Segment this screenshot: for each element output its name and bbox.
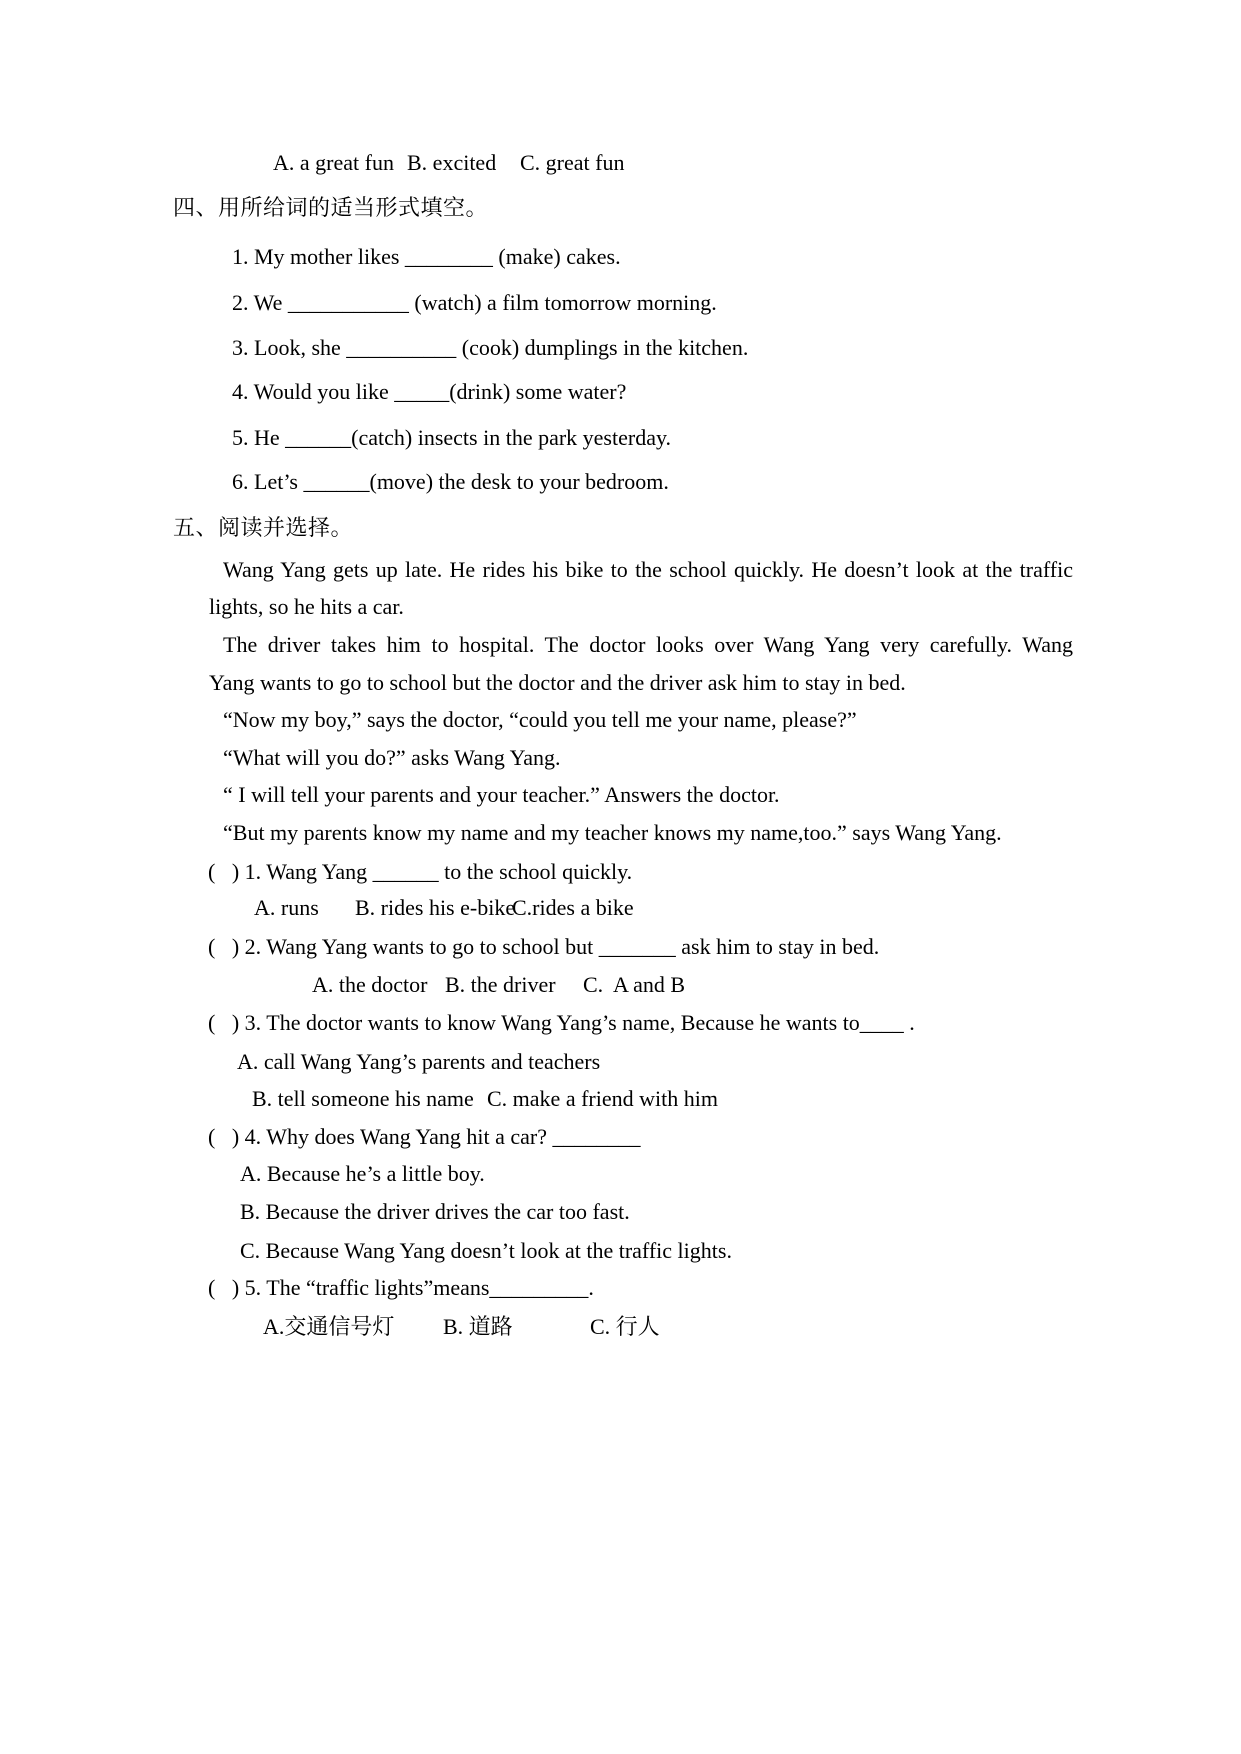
question-5-option-c: C. 行人	[590, 1314, 660, 1339]
question-3-option-b: B. tell someone his name	[252, 1086, 474, 1111]
fill-blank-item-6: 6. Let’s ______(move) the desk to your bedroom.	[232, 469, 669, 494]
question-4-option-a: A. Because he’s a little boy.	[240, 1161, 485, 1186]
passage-line: “ I will tell your parents and your teacher.” Answers the doctor.	[223, 782, 780, 807]
question-3-option-a: A. call Wang Yang’s parents and teachers	[237, 1049, 601, 1074]
question-1-stem: ( ) 1. Wang Yang ______ to the school quickly.	[208, 859, 633, 884]
prev-option-b: B. excited	[407, 150, 497, 175]
passage-line: Yang wants to go to school but the doctor and the driver ask him to stay in bed.	[209, 670, 906, 695]
question-1-option-a: A. runs	[254, 895, 319, 920]
question-2-option-a: A. the doctor	[312, 972, 428, 997]
passage-line: Wang Yang gets up late. He rides his bike to the school quickly. He doesn’t look at the traffic	[223, 557, 1073, 582]
prev-option-a: A. a great fun	[273, 150, 394, 175]
passage-line: The driver takes him to hospital. The doctor looks over Wang Yang very carefully. Wang	[223, 632, 1073, 657]
question-1-option-c: C.rides a bike	[512, 895, 634, 920]
fill-blank-item-4: 4. Would you like _____(drink) some water?	[232, 379, 627, 404]
question-5-stem: ( ) 5. The “traffic lights”means_________.	[208, 1275, 594, 1300]
fill-blank-item-3: 3. Look, she __________ (cook) dumplings in the kitchen.	[232, 335, 749, 360]
question-4-stem: ( ) 4. Why does Wang Yang hit a car? ________	[208, 1124, 641, 1149]
question-3-option-c: C. make a friend with him	[487, 1086, 718, 1111]
prev-option-c: C. great fun	[520, 150, 625, 175]
passage-line: “Now my boy,” says the doctor, “could you tell me your name, please?”	[223, 707, 857, 732]
passage-line: “But my parents know my name and my teacher knows my name,too.” says Wang Yang.	[223, 820, 1002, 845]
question-3-stem: ( ) 3. The doctor wants to know Wang Yang’s name, Because he wants to____ .	[208, 1010, 915, 1035]
question-2-option-c: C. A and B	[583, 972, 686, 997]
section-five-heading: 五、阅读并选择。	[173, 515, 354, 540]
question-1-option-b: B. rides his e-bike	[355, 895, 516, 920]
fill-blank-item-1: 1. My mother likes ________ (make) cakes.	[232, 244, 621, 269]
fill-blank-item-2: 2. We ___________ (watch) a film tomorrow morning.	[232, 290, 717, 315]
question-2-stem: ( ) 2. Wang Yang wants to go to school but _______ ask him to stay in bed.	[208, 934, 880, 959]
question-4-option-c: C. Because Wang Yang doesn’t look at the traffic lights.	[240, 1238, 732, 1263]
question-4-option-b: B. Because the driver drives the car too fast.	[240, 1199, 630, 1224]
question-2-option-b: B. the driver	[445, 972, 556, 997]
question-5-option-a: A.交通信号灯	[263, 1314, 395, 1339]
fill-blank-item-5: 5. He ______(catch) insects in the park yesterday.	[232, 425, 672, 450]
passage-line: lights, so he hits a car.	[209, 594, 404, 619]
section-four-heading: 四、用所给词的适当形式填空。	[173, 195, 489, 220]
question-5-option-b: B. 道路	[443, 1314, 513, 1339]
passage-line: “What will you do?” asks Wang Yang.	[223, 745, 561, 770]
